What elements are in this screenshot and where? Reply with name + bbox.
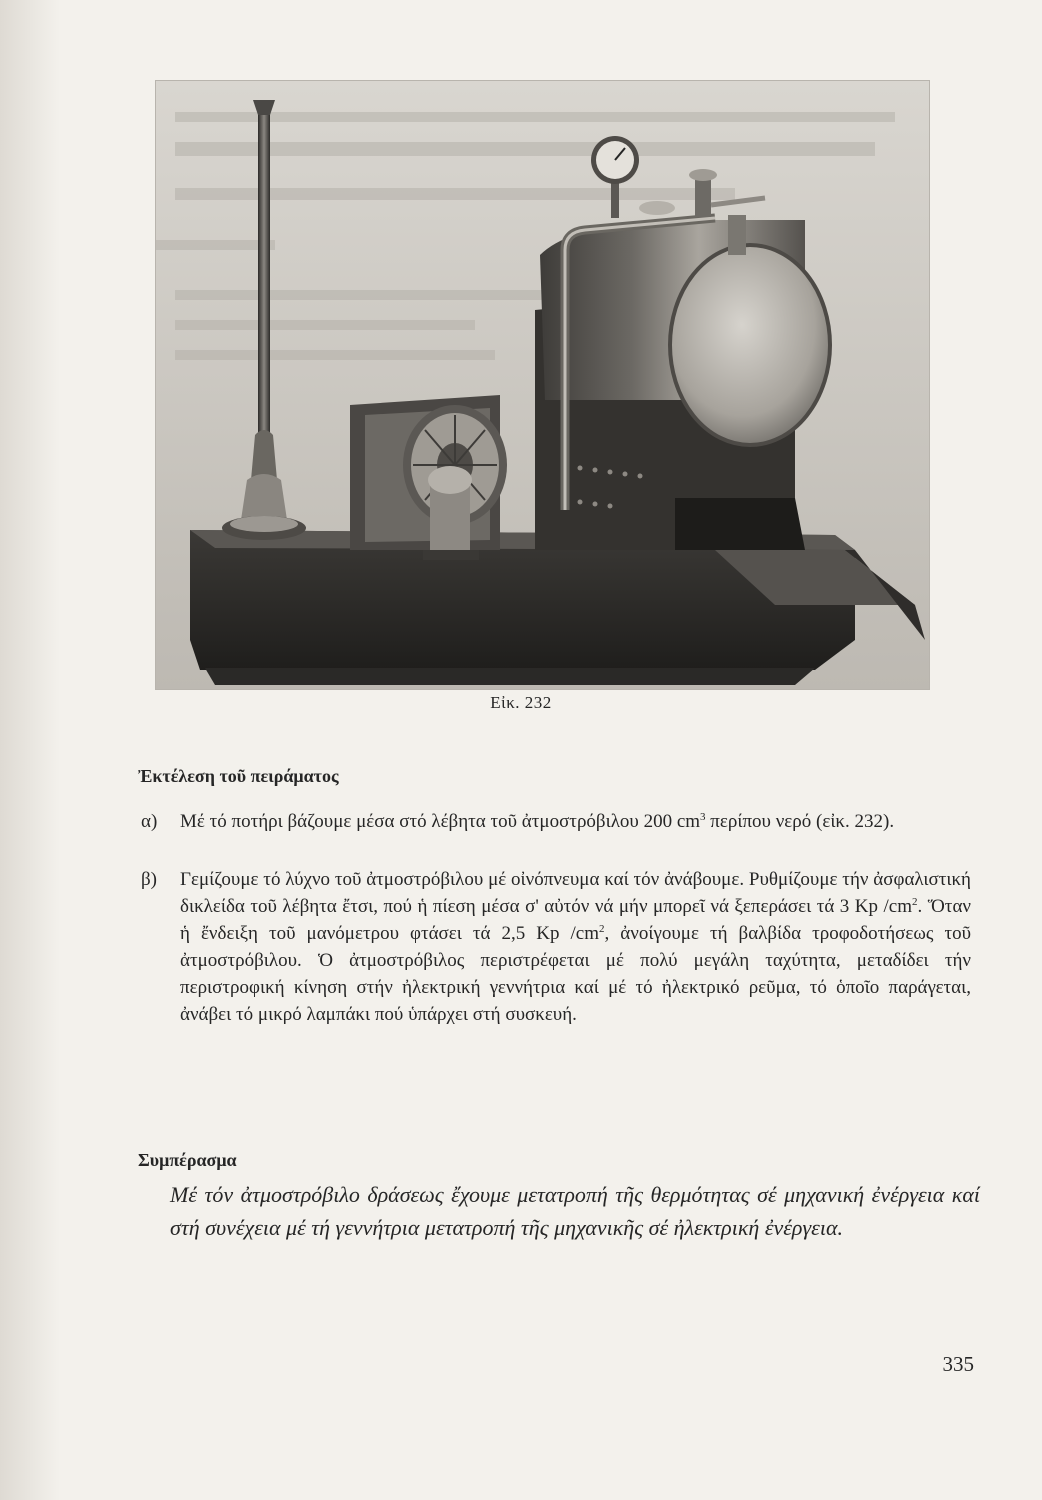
superscript: 3	[700, 811, 706, 823]
section-heading-conclusion: Συμπέρασμα	[138, 1150, 237, 1170]
section-heading-execution: Ἐκτέλεση τοῦ πειράματος	[138, 766, 339, 786]
list-item-label: β)	[141, 869, 157, 890]
list-item-text-part: , ἀνοίγουμε τή βαλβίδα τροφοδοτήσεως τοῦ ἀτμοστρόβιλου. Ὁ ἀτμοστρόβιλος περιστρέφεται μέ πολύ μεγάλη ταχύτητα, μεταδίδει τήν περιστροφική κίνηση στήν ἠλεκτρική γεννήτρια καί μέ τό ἠλεκτρικό ρεῦμα, τό ὁποῖο παράγεται, ἀνάβει τό μικρό λαμπάκι πού ὑπάρχει στή συσκευή.	[180, 923, 971, 1025]
conclusion-text: Μέ τόν ἀτμοστρόβιλο δράσεως ἔχουμε μετατροπή τῆς θερμότητας σέ μηχανική ἐνέργεια καί στή συνέχεια μέ τή γεννήτρια μετατροπή τῆς μηχανικῆς σέ ἠλεκτρική ἐνέργεια.	[170, 1182, 980, 1240]
figure-caption: Εἰκ. 232	[490, 693, 552, 712]
list-item-text	[180, 866, 971, 1028]
page-gutter-shadow	[0, 0, 60, 1500]
list-item	[141, 866, 971, 1028]
list-item-text-part: περίπου νερό (εἰκ. 232).	[705, 811, 895, 832]
list-item-text-part: . Ὅταν ἡ ἔνδειξη τοῦ μανόμετρου φτάσει τά 2,5 Kp /cm	[180, 896, 971, 944]
list-item-text-part: Μέ τό ποτήρι βάζουμε μέσα στό λέβητα τοῦ ἀτμοστρόβιλου 200 cm	[180, 811, 701, 832]
list-item-text	[180, 808, 971, 835]
list-item-label: α)	[141, 811, 158, 832]
superscript: 2	[912, 896, 918, 908]
superscript: 2	[599, 923, 605, 935]
steam-turbine-apparatus-photo	[155, 80, 930, 690]
list-item-text-part: Γεμίζουμε τό λύχνο τοῦ ἀτμοστρόβιλου μέ οἰνόπνευμα καί τόν ἀνάβουμε. Ρυθμίζουμε τήν ἀσφαλιστική δικλείδα τοῦ λέβητα ἔτσι, πού ἡ πίεση μέσα σ' αὐτόν νά μήν μπορεῖ νά ξεπεράσει τά 3 Kp /cm	[180, 869, 971, 917]
list-item	[141, 808, 971, 835]
page-number: 335	[942, 1352, 974, 1376]
